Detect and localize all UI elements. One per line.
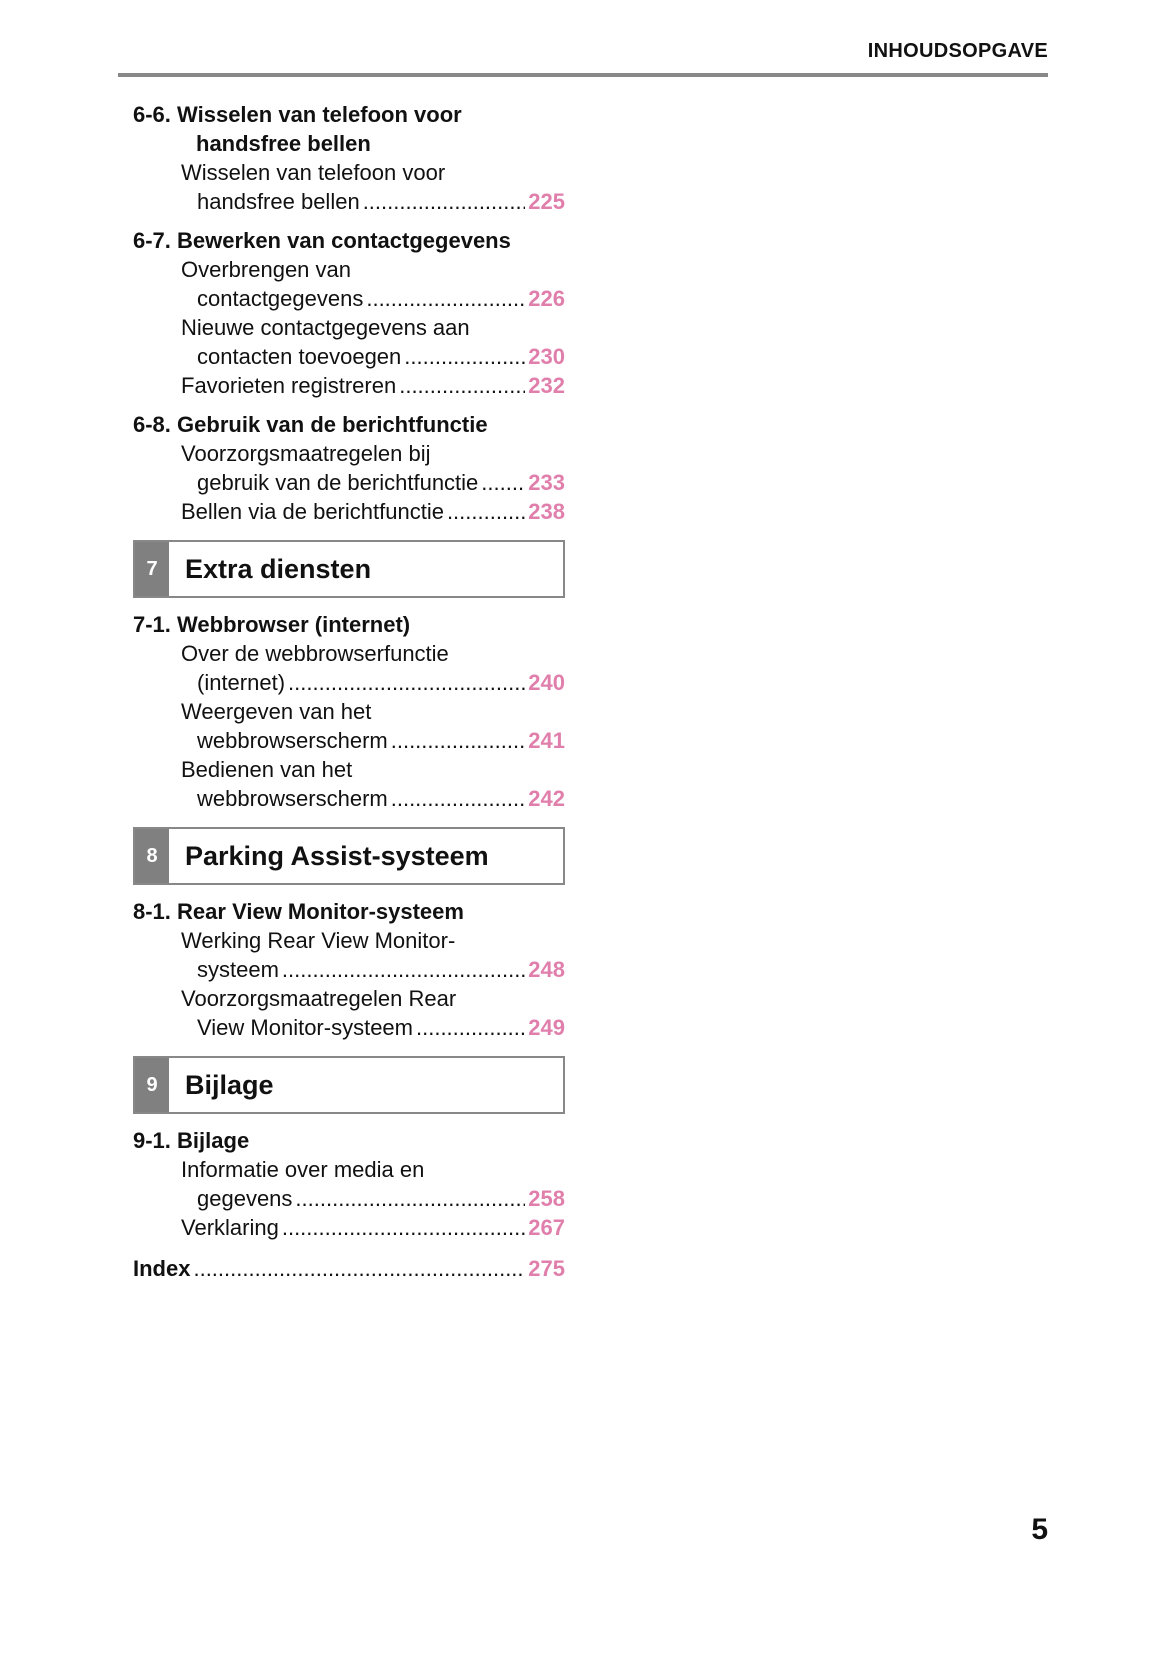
page-number: 5	[1031, 1513, 1048, 1546]
entry-title-end: gegevens	[197, 1186, 293, 1211]
chapter-title: Bijlage	[185, 1069, 274, 1100]
entry-title-end: webbrowserscherm	[197, 786, 388, 811]
chapter-number: 9	[135, 1058, 169, 1112]
index-page-number[interactable]: 275	[528, 1256, 565, 1281]
toc-entry[interactable]	[181, 984, 565, 1042]
entry-page-number[interactable]: 232	[528, 373, 565, 398]
entry-page-number[interactable]: 230	[528, 344, 565, 369]
subsection-number: 6-6.	[133, 102, 171, 127]
entry-title: Weergeven van het	[181, 699, 372, 724]
entry-page-number[interactable]: 240	[528, 670, 565, 695]
entry-title-end: gebruik van de berichtfunctie	[197, 470, 479, 495]
entry-title: Wisselen van telefoon voor	[181, 160, 446, 185]
entry-title-end: systeem	[197, 957, 279, 982]
header-rule	[118, 73, 1048, 77]
entry-page-number[interactable]: 238	[528, 499, 565, 524]
subsection-heading-8-1[interactable]	[133, 897, 565, 926]
entry-page-number[interactable]: 249	[528, 1015, 565, 1040]
chapter-header-7	[133, 540, 565, 598]
toc-entry[interactable]	[181, 697, 565, 755]
dot-leader	[193, 1254, 525, 1283]
entry-title-end: contactgegevens	[197, 286, 364, 311]
entry-title-end: View Monitor-systeem	[197, 1015, 413, 1040]
dot-leader	[282, 1213, 525, 1242]
entry-title: Werking Rear View Monitor-	[181, 928, 456, 953]
entry-title: Voorzorgsmaatregelen bij	[181, 441, 431, 466]
entry-page-number[interactable]: 248	[528, 957, 565, 982]
subsection-number: 6-8.	[133, 412, 171, 437]
subsection-heading-6-7[interactable]	[133, 226, 565, 255]
entry-title-end: contacten toevoegen	[197, 344, 402, 369]
toc-entry[interactable]	[181, 497, 565, 526]
subsection-heading-6-8[interactable]	[133, 410, 565, 439]
dot-leader	[399, 371, 525, 400]
dot-leader	[391, 784, 526, 813]
subsection-heading-6-6[interactable]	[133, 100, 565, 158]
entry-page-number[interactable]: 242	[528, 786, 565, 811]
entry-title: Bedienen van het	[181, 757, 353, 782]
entry-title-end: Favorieten registreren	[181, 373, 397, 398]
dot-leader	[404, 342, 525, 371]
entry-page-number[interactable]: 225	[528, 189, 565, 214]
subsection-title-continued: handsfree bellen	[196, 131, 371, 156]
toc-entry[interactable]	[181, 439, 565, 497]
subsection-number: 6-7.	[133, 228, 171, 253]
subsection-heading-7-1[interactable]	[133, 610, 565, 639]
index-label: Index	[133, 1256, 191, 1281]
subsection-title: Rear View Monitor-systeem	[177, 899, 464, 924]
entry-page-number[interactable]: 258	[528, 1186, 565, 1211]
subsection-number: 7-1.	[133, 612, 171, 637]
toc-entry[interactable]	[181, 371, 565, 400]
chapter-header-9	[133, 1056, 565, 1114]
entry-page-number[interactable]: 233	[528, 470, 565, 495]
entry-title: Overbrengen van	[181, 257, 351, 282]
chapter-number: 7	[135, 542, 169, 596]
dot-leader	[416, 1013, 525, 1042]
chapter-title: Parking Assist-systeem	[185, 840, 489, 871]
subsection-title: Gebruik van de berichtfunctie	[177, 412, 488, 437]
entry-page-number[interactable]: 241	[528, 728, 565, 753]
toc-entry[interactable]	[181, 926, 565, 984]
dot-leader	[282, 955, 525, 984]
table-of-contents	[133, 100, 565, 1283]
toc-entry[interactable]	[181, 255, 565, 313]
entry-title-end: Bellen via de berichtfunctie	[181, 499, 444, 524]
page-header-title: INHOUDSOPGAVE	[867, 40, 1048, 62]
entry-title: Voorzorgsmaatregelen Rear	[181, 986, 457, 1011]
subsection-number: 8-1.	[133, 899, 171, 924]
dot-leader	[481, 468, 525, 497]
toc-entry[interactable]	[181, 755, 565, 813]
entry-title-end: webbrowserscherm	[197, 728, 388, 753]
dot-leader	[295, 1184, 525, 1213]
entry-title: Informatie over media en	[181, 1157, 425, 1182]
subsection-number: 9-1.	[133, 1128, 171, 1153]
subsection-heading-9-1[interactable]	[133, 1126, 565, 1155]
dot-leader	[363, 187, 526, 216]
entry-title: Nieuwe contactgegevens aan	[181, 315, 470, 340]
subsection-title: Webbrowser (internet)	[177, 612, 411, 637]
entry-page-number[interactable]: 267	[528, 1215, 565, 1240]
dot-leader	[288, 668, 525, 697]
chapter-number: 8	[135, 829, 169, 883]
chapter-title: Extra diensten	[185, 553, 372, 584]
toc-entry[interactable]	[181, 1155, 565, 1213]
subsection-title: Bijlage	[177, 1128, 250, 1153]
entry-title-end: (internet)	[197, 670, 286, 695]
entry-title-end: Verklaring	[181, 1215, 279, 1240]
subsection-title: Wisselen van telefoon voor	[177, 102, 462, 127]
entry-title: Over de webbrowserfunctie	[181, 641, 449, 666]
entry-title-end: handsfree bellen	[197, 189, 360, 214]
toc-entry[interactable]	[181, 313, 565, 371]
toc-entry[interactable]	[181, 1213, 565, 1242]
toc-entry[interactable]	[181, 639, 565, 697]
chapter-header-8	[133, 827, 565, 885]
toc-entry[interactable]	[181, 158, 565, 216]
toc-index-entry[interactable]	[133, 1254, 565, 1283]
entry-page-number[interactable]: 226	[528, 286, 565, 311]
subsection-title: Bewerken van contactgegevens	[177, 228, 511, 253]
dot-leader	[447, 497, 525, 526]
dot-leader	[391, 726, 526, 755]
dot-leader	[366, 284, 525, 313]
